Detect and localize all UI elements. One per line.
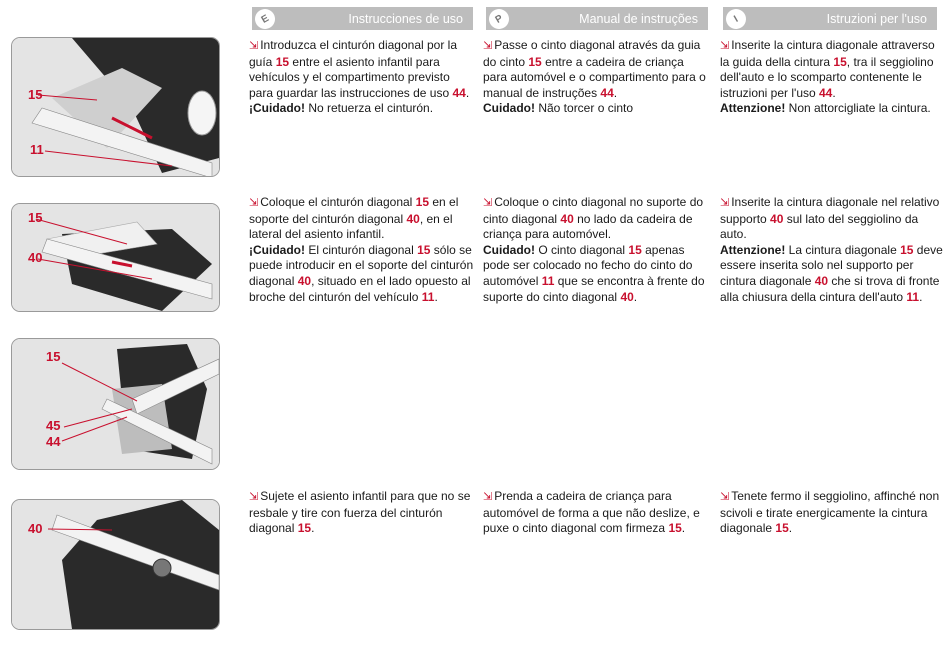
arrow-icon: ⇲ <box>483 197 493 209</box>
header-title-pt: Manual de instruções <box>579 11 698 26</box>
step2-pt: ⇲ Coloque o cinto diagonal no suporte do cinto diagonal 40 no lado da cadeira de criança para automóvel. Cuidado! O cinto diagonal 15 apenas pode ser colocado no fecho do cinto do automóvel 11 que se encontra à frente do suporte do cinto diagonal 40. <box>483 195 705 304</box>
callout-40: 40 <box>28 521 43 536</box>
header-italian <box>723 7 937 30</box>
step1-it: ⇲ Inserite la cintura diagonale attraverso la guida della cintura 15, tra il seggiolino dell'auto e lo scomparto contenente le istruzioni per l'uso 44. Attenzione! Non attorcigliate la cintura. <box>720 38 935 116</box>
step2-es: ⇲ Coloque el cinturón diagonal 15 en el soporte del cinturón diagonal 40, en el lateral del asiento infantil. ¡Cuidado! El cinturón diagonal 15 sólo se puede introducir en el soporte del cinturón diagonal 40, situado en el lado opuesto al broche del cinturón del vehículo 11. <box>249 195 474 304</box>
step1-pt: ⇲ Passe o cinto diagonal através da guia do cinto 15 entre a cadeira de criança para automóvel e o compartimento para o manual de instruções 44. Cuidado! Não torcer o cinto <box>483 38 706 116</box>
illustration-step-1 <box>11 37 220 177</box>
belt-compartment-image <box>12 339 219 469</box>
callout-15: 15 <box>28 87 43 102</box>
illustration-step-2 <box>11 203 220 312</box>
callout-15: 15 <box>28 210 43 225</box>
arrow-icon: ⇲ <box>720 197 730 209</box>
header-title-it: Istruzioni per l'uso <box>826 11 927 26</box>
step4-it: ⇲ Tenete fermo il seggiolino, affinché non scivoli e tirate energicamente la cintura diagonale 15. <box>720 489 940 536</box>
header-spanish <box>252 7 473 30</box>
arrow-icon: ⇲ <box>249 40 259 52</box>
step4-pt: ⇲ Prenda a cadeira de criança para automóvel de forma a que não deslize, e puxe o cinto diagonal com firmeza 15. <box>483 489 700 536</box>
step4-es: ⇲ Sujete el asiento infantil para que no se resbale y tire con fuerza del cinturón diagonal 15. <box>249 489 471 536</box>
arrow-icon: ⇲ <box>249 197 259 209</box>
header-title-es: Instrucciones de uso <box>348 11 463 26</box>
arrow-icon: ⇲ <box>720 491 730 503</box>
step2-it: ⇲ Inserite la cintura diagonale nel relativo supporto 40 sul lato del seggiolino da auto. Attenzione! La cintura diagonale 15 deve essere inserita solo nel supporto per cintura diagonale 40 che si trova di fronte alla chiusura della cintura dell'auto 11. <box>720 195 943 304</box>
arrow-icon: ⇲ <box>483 491 493 503</box>
belt-holder-image <box>12 204 219 311</box>
callout-40: 40 <box>28 250 43 265</box>
illustration-step-3 <box>11 338 220 470</box>
step1-es: ⇲ Introduzca el cinturón diagonal por la guía 15 entre el asiento infantil para vehículos y el compartimento previsto para guardar las instrucciones de uso 44. ¡Cuidado! No retuerza el cinturón. <box>249 38 470 116</box>
header-portuguese <box>486 7 708 30</box>
language-badge-it: I <box>722 5 749 32</box>
callout-45: 45 <box>46 418 61 433</box>
illustration-step-4 <box>11 499 220 630</box>
language-badge-pt: P <box>485 5 512 32</box>
pull-belt-image <box>12 500 219 629</box>
arrow-icon: ⇲ <box>483 40 493 52</box>
language-badge-es: E <box>251 5 278 32</box>
arrow-icon: ⇲ <box>249 491 259 503</box>
callout-44: 44 <box>46 434 61 449</box>
arrow-icon: ⇲ <box>720 40 730 52</box>
callout-11: 11 <box>30 142 44 157</box>
callout-15: 15 <box>46 349 61 364</box>
